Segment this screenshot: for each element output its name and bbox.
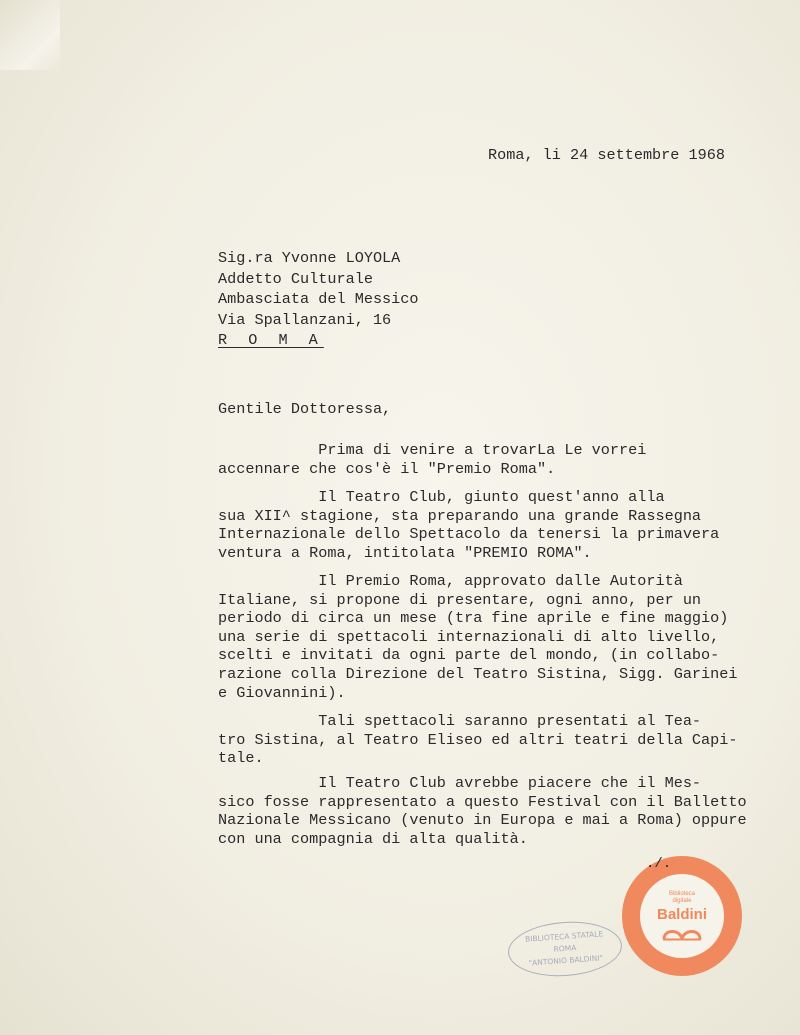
continuation-mark: ./. xyxy=(646,856,672,872)
paragraph-line: sua XII^ stagione, sta preparando una grande Rassegna xyxy=(218,506,702,525)
logo-caption: Biblioteca xyxy=(668,891,695,897)
paragraph-3 xyxy=(218,572,778,702)
open-book-icon xyxy=(662,925,702,941)
paragraph-line: Il Premio Roma, approvato dalle Autorità xyxy=(218,572,683,590)
paragraph-line: Italiane, si propone di presentare, ogni anno, per un xyxy=(218,590,702,609)
stamp-line: "ANTONIO BALDINI" xyxy=(528,953,604,968)
baldini-logo xyxy=(622,856,742,976)
paragraph-line: accennare che cos'è il "Premio Roma". xyxy=(218,459,556,478)
paragraph-line: sico fosse rappresentato a questo Festival con il Balletto xyxy=(218,792,747,811)
paragraph-4 xyxy=(218,712,778,768)
logo-caption: digitale xyxy=(672,898,692,904)
recipient-address xyxy=(218,248,419,351)
salutation: Gentile Dottoressa, xyxy=(218,400,392,418)
paragraph-line: Nazionale Messicano (venuto in Europa e mai a Roma) oppure xyxy=(218,811,747,830)
paragraph-line: scelti e invitati da ogni parte del mondo, (in collabo- xyxy=(218,646,720,665)
paragraph-5 xyxy=(218,774,778,848)
paragraph-line: e Giovannini). xyxy=(218,683,346,702)
stamp-line: ROMA xyxy=(553,943,577,954)
recipient-city: R O M A xyxy=(218,331,324,349)
recipient-title: Addetto Culturale xyxy=(218,269,373,288)
paragraph-line: tro Sistina, al Teatro Eliseo ed altri teatri della Capi- xyxy=(218,730,738,749)
paragraph-line: periodo di circa un mese (tra fine aprile e fine maggio) xyxy=(218,609,729,628)
recipient-embassy: Ambasciata del Messico xyxy=(218,290,419,308)
paragraph-line: Prima di venire a trovarLa Le vorrei xyxy=(218,441,647,459)
paragraph-line: razione colla Direzione del Teatro Sistina, Sigg. Garinei xyxy=(218,664,738,683)
date-line: Roma, li 24 settembre 1968 xyxy=(488,146,725,164)
paragraph-line: Internazionale dello Spettacolo da tenersi la primavera xyxy=(218,525,720,544)
paragraph-line: Tali spettacoli saranno presentati al Tea- xyxy=(218,712,702,730)
paragraph-line: ventura a Roma, intitolata "PREMIO ROMA". xyxy=(218,543,592,562)
paragraph-2 xyxy=(218,488,778,562)
paper-fold-corner xyxy=(0,0,60,70)
paragraph-line: con una compagnia di alta qualità. xyxy=(218,829,528,848)
paragraph-line: Il Teatro Club avrebbe piacere che il Mes- xyxy=(218,774,702,792)
paragraph-line: Il Teatro Club, giunto quest'anno alla xyxy=(218,488,665,506)
paragraph-line: una serie di spettacoli internazionali di alto livello, xyxy=(218,627,720,646)
recipient-street: Via Spallanzani, 16 xyxy=(218,310,392,329)
library-stamp xyxy=(506,918,623,980)
recipient-name: Sig.ra Yvonne LOYOLA xyxy=(218,249,401,267)
logo-name: Baldini xyxy=(656,906,707,923)
paragraph-line: tale. xyxy=(218,749,264,768)
baldini-logo-inner xyxy=(640,874,724,958)
paragraph-1 xyxy=(218,441,778,478)
stamp-line: BIBLIOTECA STATALE xyxy=(524,929,604,944)
